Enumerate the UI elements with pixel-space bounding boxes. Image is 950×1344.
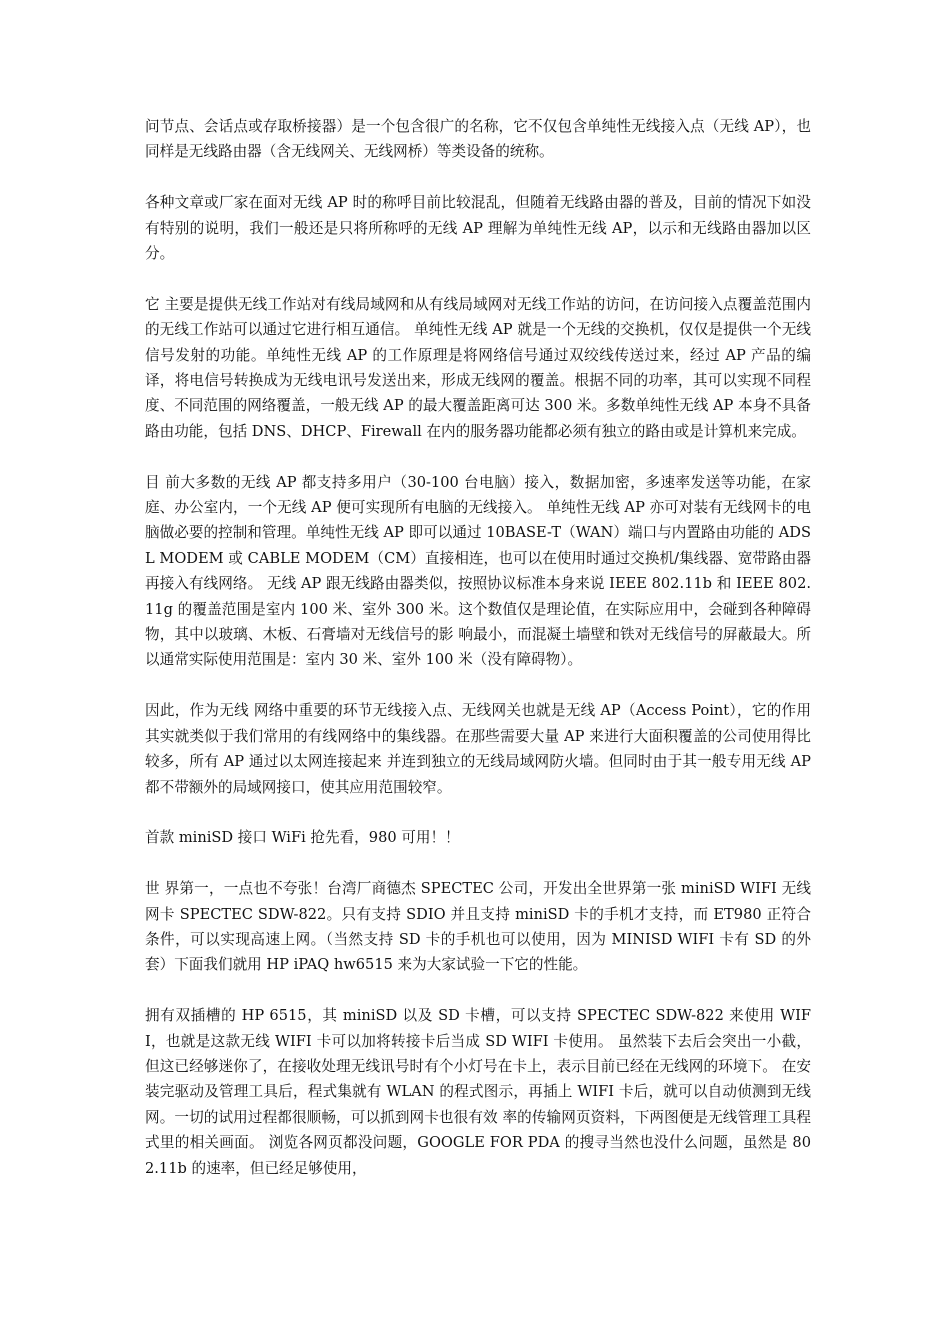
paragraph-ap-role: 因此，作为无线 网络中重要的环节无线接入点、无线网关也就是无线 AP（Access Point），它的作用其实就类似于我们常用的有线网络中的集线器。在那些需要大量 AP 来进行大面积覆盖的公司使用得比较多，所有 AP 通过以太网连接起来 并连到独立的无线局域网防火墙。但同时由于其一般专用无线 AP 都不带额外的局域网接口，使其应用范围较窄。 [145,702,811,796]
paragraph-ap-function: 它 主要是提供无线工作站对有线局域网和从有线局域网对无线工作站的访问，在访问接入点覆盖范围内的无线工作站可以通过它进行相互通信。 单纯性无线 AP 就是一个无线的交换机，仅仅是提供一个无线信号发射的功能。单纯性无线 AP 的工作原理是将网络信号通过双绞线传送过来，经过 AP 产品的编 译，将电信号转换成为无线电讯号发送出来，形成无线网的覆盖。根据不同的功率，其可以实现不同程度、不同范围的网络覆盖，一般无线 AP 的最大覆盖距离可达 300 米。多数单纯性无线 AP 本身不具备路由功能，包括 DNS、DHCP、Firewall 在内的服务器功能都必须有独立的路由或是计算机来完成。 [145,295,811,440]
paragraph-ap-features: 目 前大多数的无线 AP 都支持多用户（30-100 台电脑）接入，数据加密，多速率发送等功能，在家庭、办公室内，一个无线 AP 便可实现所有电脑的无线接入。 单纯性无线 AP 亦可对装有无线网卡的电脑做必要的控制和管理。单纯性无线 AP 即可以通过 10BASE-T（WAN）端口与内置路由功能的 ADSL MODEM 或 CABLE MODEM（CM）直接相连，也可以在使用时通过交换机/集线器、宽带路由器再接入有线网络。 无线 AP 跟无线路由器类似，按照协议标准本身来说 IEEE 802.11b 和 IEEE 802.11g 的覆盖范围是室内 100 米、室外 300 米。这个数值仅是理论值，在实际应用中，会碰到各种障碍物，其中以玻璃、木板、石膏墙对无线信号的影 响最小，而混凝土墙壁和铁对无线信号的屏蔽最大。所以通常实际使用范围是：室内 30 米、室外 100 米（没有障碍物）。 [145,473,811,669]
document-body [145,114,811,1206]
paragraph-wireless-ap-definition: 问节点、会话点或存取桥接器）是一个包含很广的名称，它不仅包含单纯性无线接入点（无线 AP），也同样是无线路由器（含无线网关、无线网桥）等类设备的统称。 [145,118,811,161]
paragraph-minisd-heading: 首款 miniSD 接口 WiFi 抢先看，980 可用！！ [145,829,460,847]
paragraph-spectec-card: 世 界第一，一点也不夸张！台湾厂商德杰 SPECTEC 公司，开发出全世界第一张 miniSD WIFI 无线网卡 SPECTEC SDW-822。只有支持 SDIO 并且支持 miniSD 卡的手机才支持，而 ET980 正符合条件，可以实现高速上网。（当然支持 SD 卡的手机也可以使用，因为 MINISD WIFI 卡有 SD 的外套）下面我们就用 HP iPAQ hw6515 来为大家试验一下它的性能。 [145,880,811,974]
paragraph-ap-naming: 各种文章或厂家在面对无线 AP 时的称呼目前比较混乱，但随着无线路由器的普及，目前的情况下如没有特别的说明，我们一般还是只将所称呼的无线 AP 理解为单纯性无线 AP，以示和无线路由器加以区分。 [145,194,811,263]
paragraph-hp6515-test: 拥有双插槽的 HP 6515，其 miniSD 以及 SD 卡槽，可以支持 SPECTEC SDW-822 来使用 WIFI，也就是这款无线 WIFI 卡可以加将转接卡后当成 SD WIFI 卡使用。 虽然装下去后会突出一小截，但这已经够迷你了，在接收处理无线讯号时有个小灯号在卡上，表示目前已经在无线网的环境下。 在安装完驱动及管理工具后，程式集就有 WLAN 的程式图示，再插上 WIFI 卡后，就可以自动侦测到无线网。一切的试用过程都很顺畅，可以抓到网卡也很有效 率的传输网页资料，下两图便是无线管理工具程式里的相关画面。 浏览各网页都没问题，GOOGLE FOR PDA 的搜寻当然也没什么问题，虽然是 802.11b 的速率，但已经足够使用， [145,1007,811,1177]
